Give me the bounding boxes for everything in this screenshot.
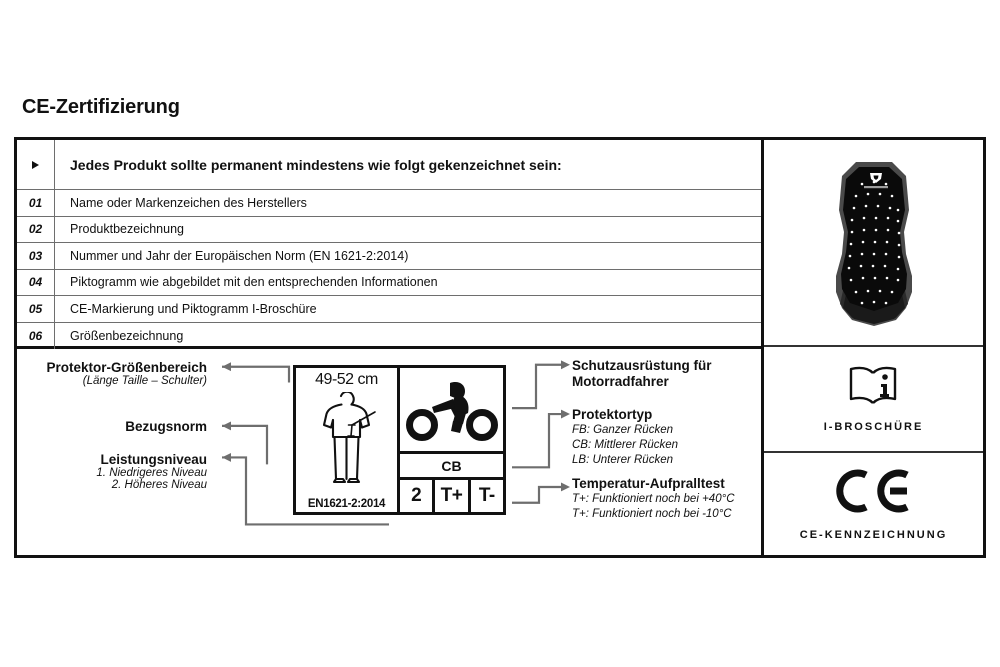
back-protector-icon [826,158,922,328]
callout-protector-type-fb: FB: Ganzer Rücken [572,424,673,437]
pictogram-size-panel [296,368,400,512]
callout-ppe [572,358,762,391]
callout-protector-type-cb: CB: Mittlerer Rücken [572,439,679,452]
callout-protector-type-lb: LB: Unterer Rücken [572,454,673,467]
motorcycle-rider-icon [400,368,503,454]
table-right-column [764,140,983,555]
table-row [17,243,761,270]
row-text: CE-Markierung und Piktogramm I-Broschüre [70,301,317,316]
callout-protector-type [572,407,762,468]
callout-temperature-title: Temperatur-Aufpralltest [572,476,725,491]
product-photo-panel [764,140,983,347]
callout-level-title: Leistungsniveau [100,452,207,467]
pictogram-level-value: 2 [411,485,422,506]
callout-temperature-low: T+: Funktioniert noch bei -10°C [572,508,732,521]
ce-mark-caption: CE-KENNZEICHNUNG [799,529,948,541]
callout-norm-title: Bezugsnorm [125,419,207,434]
row-text: Piktogramm wie abgebildet mit den entsprechenden Informationen [70,275,438,290]
callout-temperature-high: T+: Funktioniert noch bei +40°C [572,493,735,506]
bullet-cell [17,140,55,189]
callout-level-sub-1: 1. Niedrigeres Niveau [96,467,207,479]
pictogram-level-row [400,480,503,512]
triangle-right-icon [32,161,39,169]
callout-protector-type-title: Protektortyp [572,407,653,422]
row-text: Nummer und Jahr der Europäischen Norm (EN 1621-2:2014) [70,248,409,263]
callout-size-range [17,360,207,387]
ce-pictogram [293,365,506,515]
table-row [17,323,761,350]
row-text: Name oder Markenzeichen des Herstellers [70,195,307,210]
callout-size-range-sub: (Länge Taille – Schulter) [82,375,207,387]
row-number: 01 [17,190,55,216]
callout-temperature [572,476,772,522]
row-number: 03 [17,243,55,269]
certification-table [14,137,986,558]
row-number: 04 [17,270,55,296]
pictogram-right-panel [400,368,503,512]
table-row [17,190,761,217]
brochure-panel [764,347,983,453]
callout-level-sub-2: 2. Höheres Niveau [111,479,207,491]
row-number: 05 [17,296,55,322]
pictogram-size-range: 49-52 cm [315,371,378,388]
pictogram-temp-low: T- [468,480,503,512]
pictogram-temp-high: T+ [432,480,467,512]
callout-ppe-line-2: Motorradfahrer [572,374,669,390]
ce-mark-icon [835,467,913,520]
marking-list-header-row [17,140,761,190]
brochure-caption: I-BROSCHÜRE [823,421,924,433]
table-row [17,217,761,244]
table-row [17,270,761,297]
page-title: CE-Zertifizierung [22,96,180,118]
table-row [17,296,761,323]
table-left-column [17,140,764,555]
ce-mark-panel [764,453,983,555]
marking-requirement-list [17,140,761,349]
row-text: Produktbezeichnung [70,222,184,237]
open-book-info-icon [847,365,901,412]
row-number: 02 [17,217,55,243]
marking-list-header-text: Jedes Produkt sollte permanent mindestens wie folgt gekenzeichnet sein: [70,156,562,173]
pictogram-explanation-area [17,349,761,555]
callout-ppe-line-1: Schutzausrüstung für [572,358,712,373]
standing-person-icon [296,392,397,484]
pictogram-protector-type: CB [400,454,503,480]
pictogram-norm: EN1621-2:2014 [307,498,386,510]
callout-norm [17,419,207,434]
callout-level [17,452,207,491]
row-text: Größenbezeichnung [70,328,184,343]
row-number: 06 [17,323,55,350]
callout-size-range-title: Protektor-Größenbereich [46,360,207,375]
